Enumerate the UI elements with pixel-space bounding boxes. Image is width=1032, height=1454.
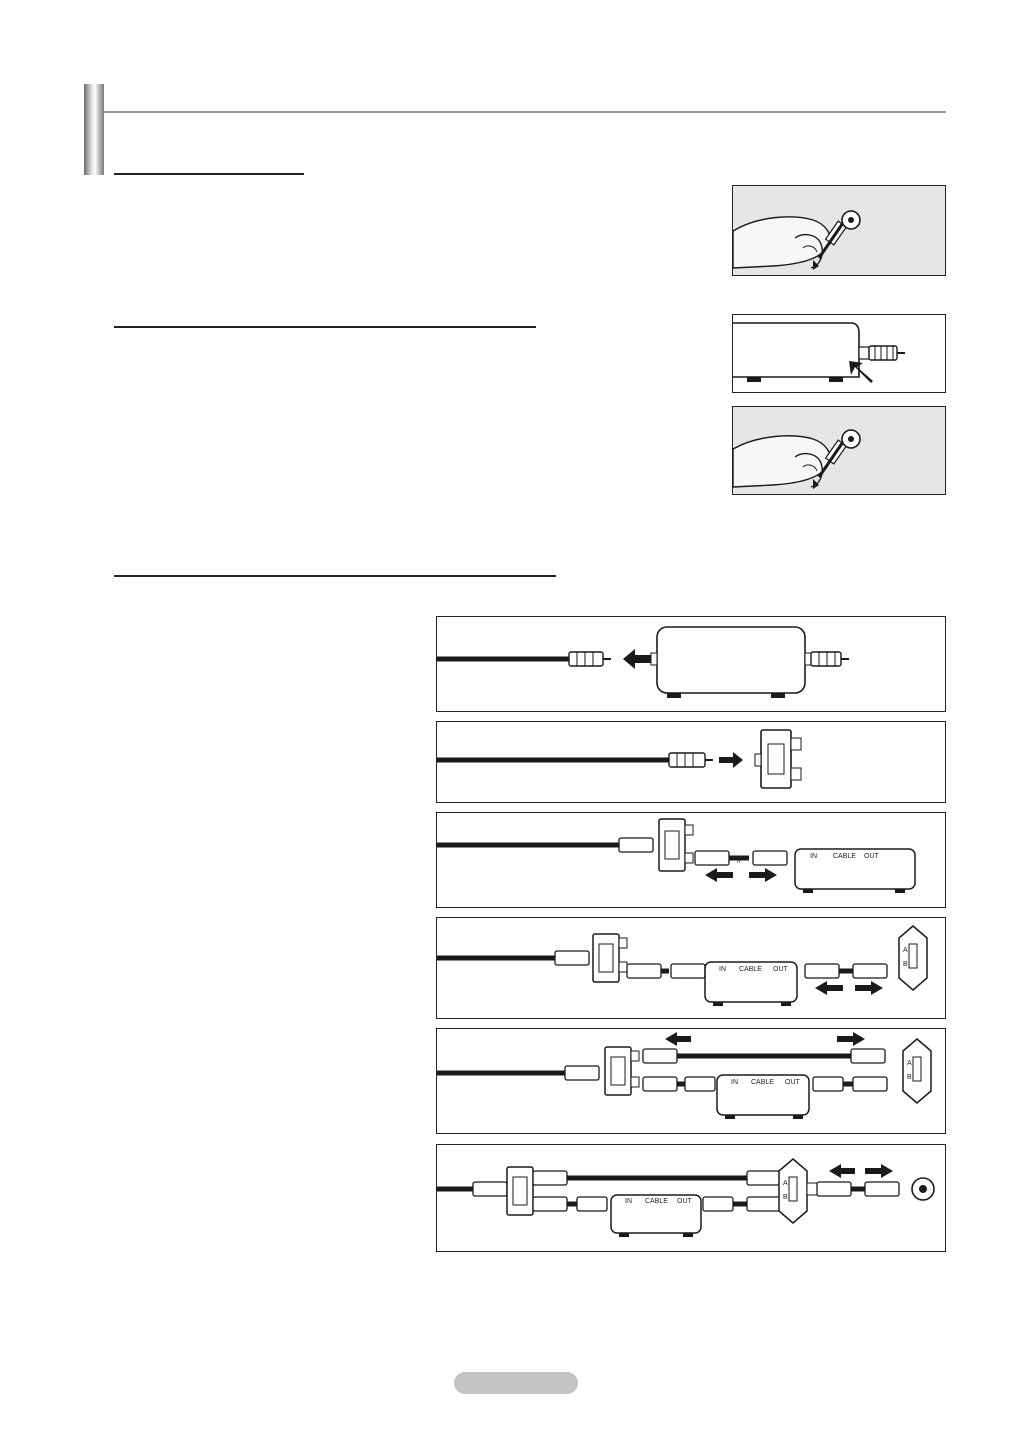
switch-label-b: B bbox=[907, 1074, 912, 1081]
switch-label-a: A bbox=[903, 947, 908, 954]
figure-step-2-attach-splitter bbox=[436, 721, 946, 803]
switch-label-b: B bbox=[783, 1194, 788, 1201]
page-number-pill bbox=[454, 1372, 578, 1394]
section-rule-1 bbox=[114, 173, 304, 175]
figure-step-1-disconnect-cable bbox=[436, 616, 946, 712]
section-rule-3 bbox=[114, 575, 556, 577]
label-out: OUT bbox=[773, 966, 788, 973]
switch-label-a: A bbox=[783, 1180, 788, 1187]
figure-step-3-splitter-to-box bbox=[436, 812, 946, 908]
label-cable: CABLE bbox=[833, 853, 856, 860]
figure-step-5-splitter-to-switch bbox=[436, 1028, 946, 1134]
figure-hand-connecting-cable bbox=[732, 406, 946, 495]
label-cable: CABLE bbox=[751, 1079, 774, 1086]
label-cable: CABLE bbox=[645, 1198, 668, 1205]
label-out: OUT bbox=[864, 853, 879, 860]
switch-label-a: A bbox=[907, 1060, 912, 1067]
label-out: OUT bbox=[677, 1198, 692, 1205]
header-rule bbox=[104, 111, 946, 113]
label-cable: CABLE bbox=[739, 966, 762, 973]
break-mark: // bbox=[737, 858, 741, 865]
figure-hand-connecting-antenna bbox=[732, 185, 946, 276]
section-rule-2 bbox=[114, 326, 536, 328]
header-accent-bar bbox=[84, 84, 104, 175]
label-in: IN bbox=[810, 853, 817, 860]
label-in: IN bbox=[719, 966, 726, 973]
figure-step-4-box-to-switch bbox=[436, 917, 946, 1019]
figure-step-6-switch-to-tv bbox=[436, 1144, 946, 1252]
label-in: IN bbox=[625, 1198, 632, 1205]
label-out: OUT bbox=[785, 1079, 800, 1086]
switch-label-b: B bbox=[903, 961, 908, 968]
figure-box-rear-connector bbox=[732, 314, 946, 393]
label-in: IN bbox=[731, 1079, 738, 1086]
